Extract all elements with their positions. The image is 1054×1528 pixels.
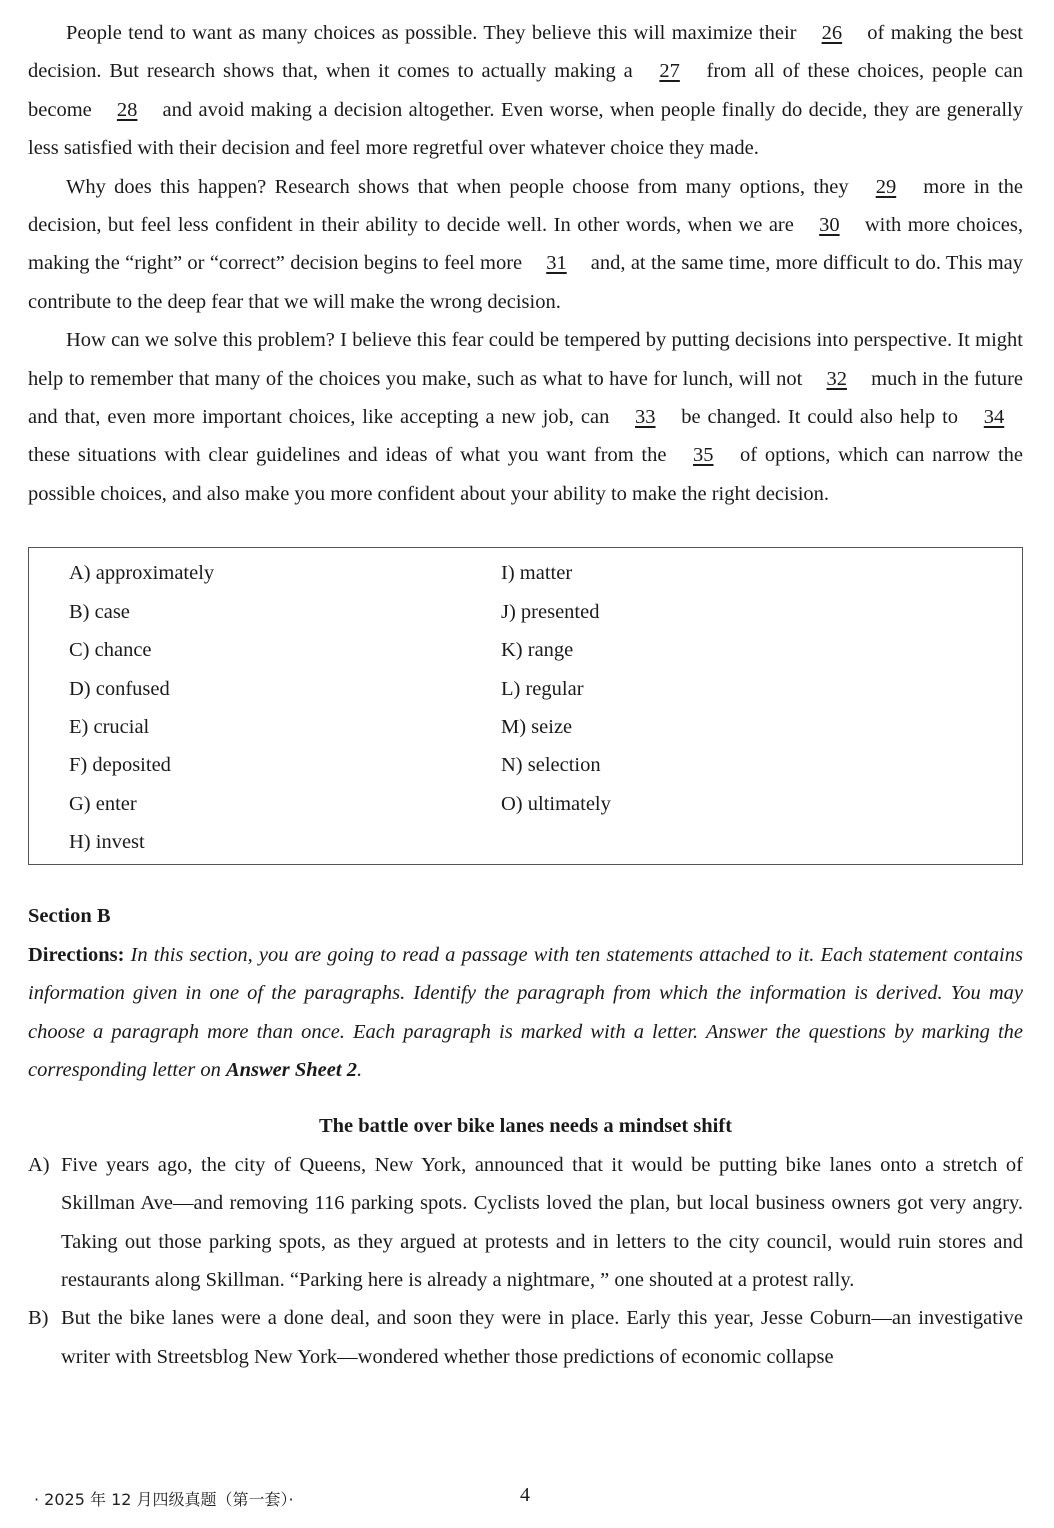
text-run: of options, which can narrow the possible choices, and also make you more confident about your ability to make the right decision. bbox=[28, 444, 1024, 505]
word-option-h: H) invest bbox=[69, 831, 145, 854]
blank-31: 31 bbox=[546, 252, 567, 275]
blank-28: 28 bbox=[116, 98, 138, 121]
word-option-b: B) case bbox=[69, 600, 130, 623]
blank-32: 32 bbox=[826, 367, 847, 390]
paragraph-text: But the bike lanes were a done deal, and soon they were in place. Early this year, Jesse Coburn—an investigative writer with Streetsblog New York—wondered whether those predictions of economic collapse bbox=[61, 1307, 1023, 1368]
directions-text: In this section, you are going to read a passage with ten statements attached to it. Each statement contains information given in one of the paragraphs. Identify the paragraph from which the information is derived. You may choose a paragraph more than once. Each paragraph is marked with a letter. Answer the questions by marking the corresponding letter on bbox=[28, 943, 1023, 1081]
text-run: People tend to want as many choices as possible. They believe this will maximize their bbox=[66, 22, 803, 44]
article-title: The battle over bike lanes needs a mindset shift bbox=[318, 1115, 733, 1138]
word-option-i: I) matter bbox=[501, 562, 573, 585]
section-b-title: Section B bbox=[28, 905, 111, 928]
directions-end: . bbox=[356, 1058, 363, 1081]
text-run: with more choices, making the “right” or “correct” decision begins to feel more bbox=[28, 214, 1023, 275]
blank-29: 29 bbox=[875, 175, 897, 198]
passage-paragraph-3 bbox=[28, 321, 1023, 513]
text-run: much in the future and that, even more important choices, like accepting a new job, can bbox=[28, 367, 1023, 429]
blank-34: 34 bbox=[983, 406, 1005, 429]
text-run: these situations with clear guidelines and ideas of what you want from the bbox=[28, 444, 675, 467]
word-option-m: M) seize bbox=[501, 715, 573, 738]
word-option-o: O) ultimately bbox=[501, 792, 611, 815]
text-run: be changed. It could also help to bbox=[674, 406, 965, 429]
text-run: and avoid making a decision altogether. Even worse, when people finally do decide, they are generally less satisfied with their decision and feel more regretful over whatever choice they made. bbox=[28, 98, 1024, 160]
word-option-k: K) range bbox=[501, 639, 574, 662]
article-paragraph-a bbox=[28, 1146, 1023, 1300]
word-option-c: C) chance bbox=[69, 639, 152, 662]
exam-page bbox=[28, 14, 1023, 1376]
word-option-e: E) crucial bbox=[69, 715, 150, 738]
word-option-n: N) selection bbox=[501, 754, 601, 777]
passage-paragraph-2 bbox=[28, 168, 1023, 322]
word-bank-box bbox=[28, 547, 1023, 865]
directions-label: Directions: bbox=[28, 943, 125, 966]
word-bank-right-column bbox=[501, 554, 611, 823]
text-run: Why does this happen? Research shows that when people choose from many options, they bbox=[66, 175, 857, 198]
paragraph-letter: A) bbox=[28, 1153, 50, 1176]
article-paragraph-b bbox=[28, 1299, 1023, 1376]
text-run: from all of these choices, people can become bbox=[28, 60, 1023, 121]
word-option-f: F) deposited bbox=[69, 754, 171, 777]
word-bank-left-column bbox=[69, 554, 214, 861]
word-option-d: D) confused bbox=[69, 677, 170, 700]
blank-35: 35 bbox=[692, 444, 714, 467]
page-number: 4 bbox=[520, 1484, 530, 1506]
text-run: and, at the same time, more difficult to do. This may contribute to the deep fear that we will make the wrong decision. bbox=[28, 252, 1023, 313]
word-option-l: L) regular bbox=[501, 677, 584, 700]
blank-33: 33 bbox=[635, 406, 656, 429]
blank-27: 27 bbox=[659, 60, 680, 83]
word-option-j: J) presented bbox=[501, 600, 600, 623]
text-run: more in the decision, but feel less confident in their ability to decide well. In other words, when we are bbox=[28, 175, 1023, 237]
passage-paragraph-1 bbox=[28, 14, 1023, 168]
word-option-g: G) enter bbox=[69, 792, 137, 815]
answer-sheet-reference: Answer Sheet 2 bbox=[225, 1058, 357, 1081]
word-option-a: A) approximately bbox=[69, 562, 215, 585]
paragraph-letter: B) bbox=[28, 1307, 49, 1330]
blank-26: 26 bbox=[821, 22, 843, 44]
text-run: of making the best decision. But research shows that, when it comes to actually making a bbox=[28, 22, 1023, 83]
paragraph-text: Five years ago, the city of Queens, New York, announced that it would be putting bike lanes onto a stretch of Skillman Ave—and removing 116 parking spots. Cyclists loved the plan, but local business owners got very angry. Taking out those parking spots, as they argued at protests and in letters to the city council, would ruin stores and restaurants along Skillman. “Parking here is already a nightmare, ” one shouted at a protest rally. bbox=[61, 1153, 1023, 1291]
section-b-directions bbox=[28, 936, 1023, 1090]
blank-30: 30 bbox=[819, 214, 840, 237]
exam-footer-label: · 2025 年 12 月四级真题（第一套）· bbox=[34, 1490, 294, 1509]
text-run: How can we solve this problem? I believe this fear could be tempered by putting decisions into perspective. It might help to remember that many of the choices you make, such as what to have for lunch, will not bbox=[28, 329, 1023, 390]
